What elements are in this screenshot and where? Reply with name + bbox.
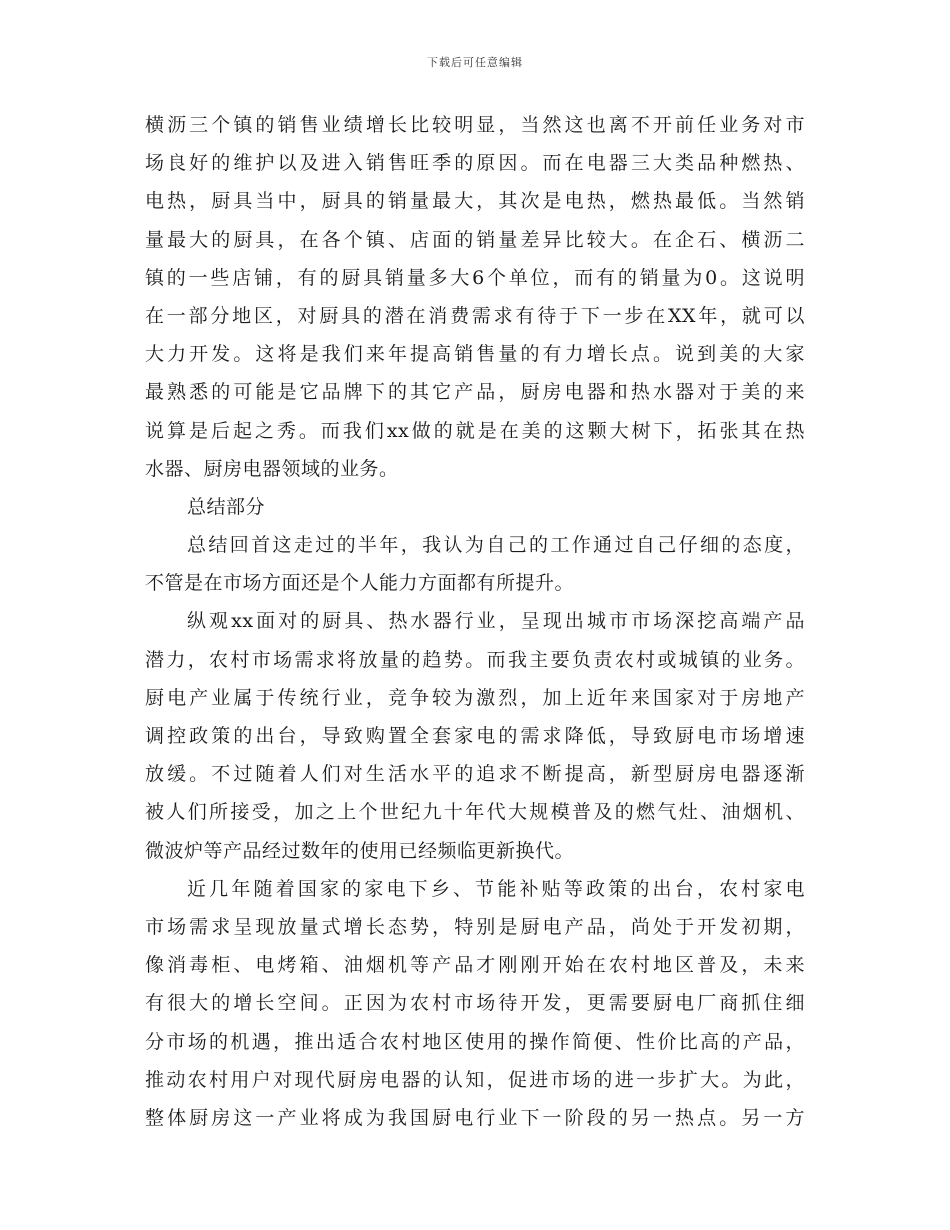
text-line: 像消毒柜、电烤箱、油烟机等产品才刚刚开始在农村地区普及，未来	[145, 954, 805, 977]
text-line: 调控政策的出台，导致购置全套家电的需求降低，导致厨电市场增速	[145, 725, 805, 747]
text-line: 镇的一些店铺，有的厨具销量多大6个单位，而有的销量为0。这说明	[145, 266, 805, 289]
text-line: 电热，厨具当中，厨具的销量最大，其次是电热，燃热最低。当然销	[145, 190, 805, 213]
text-line: 说算是后起之秀。而我们xx做的就是在美的这颗大树下，拓张其在热	[145, 419, 805, 442]
text-line: 近几年随着国家的家电下乡、节能补贴等政策的出台，农村家电	[187, 877, 805, 900]
text-line: 推动农村用户对现代厨房电器的认知，促进市场的进一步扩大。为此，	[145, 1068, 805, 1091]
text-line: 最熟悉的可能是它品牌下的其它产品，厨房电器和热水器对于美的来	[145, 381, 805, 404]
text-line: 在一部分地区，对厨具的潜在消费需求有待于下一步在XX年，就可以	[145, 304, 805, 327]
text-line: 量最大的厨具，在各个镇、店面的销量差异比较大。在企石、横沥二	[145, 228, 805, 251]
text-line: 场良好的维护以及进入销售旺季的原因。而在电器三大类品种燃热、	[145, 152, 805, 175]
text-line: 不管是在市场方面还是个人能力方面都有所提升。	[145, 572, 575, 595]
text-line: 微波炉等产品经过数年的使用已经频临更新换代。	[145, 839, 575, 862]
section-heading: 总结部分	[187, 495, 266, 518]
text-line: 放缓。不过随着人们对生活水平的追求不断提高，新型厨房电器逐渐	[145, 763, 805, 786]
text-line: 水器、厨房电器领域的业务。	[145, 457, 399, 480]
text-line: 横沥三个镇的销售业绩增长比较明显，当然这也离不开前任业务对市	[145, 114, 805, 136]
body-text	[145, 106, 805, 1137]
text-line: 厨电产业属于传统行业，竞争较为激烈，加上近年来国家对于房地产	[145, 686, 805, 709]
text-line: 总结回首这走过的半年，我认为自己的工作通过自己仔细的态度，	[187, 534, 805, 557]
text-line: 潜力，农村市场需求将放量的趋势。而我主要负责农村或城镇的业务。	[145, 648, 805, 671]
page-header: 下载后可任意编辑	[427, 56, 523, 69]
text-line: 有很大的增长空间。正因为农村市场待开发，更需要厨电厂商抓住细	[145, 992, 805, 1015]
text-line: 纵观xx面对的厨具、热水器行业，呈现出城市市场深挖高端产品	[187, 610, 805, 633]
text-line: 整体厨房这一产业将成为我国厨电行业下一阶段的另一热点。另一方	[145, 1106, 805, 1129]
text-line: 分市场的机遇，推出适合农村地区使用的操作简便、性价比高的产品，	[145, 1030, 805, 1053]
text-line: 大力开发。这将是我们来年提高销售量的有力增长点。说到美的大家	[145, 343, 805, 366]
text-line: 市场需求呈现放量式增长态势，特别是厨电产品，尚处于开发初期，	[145, 915, 805, 938]
text-line: 被人们所接受，加之上个世纪九十年代大规模普及的燃气灶、油烟机、	[145, 801, 805, 824]
